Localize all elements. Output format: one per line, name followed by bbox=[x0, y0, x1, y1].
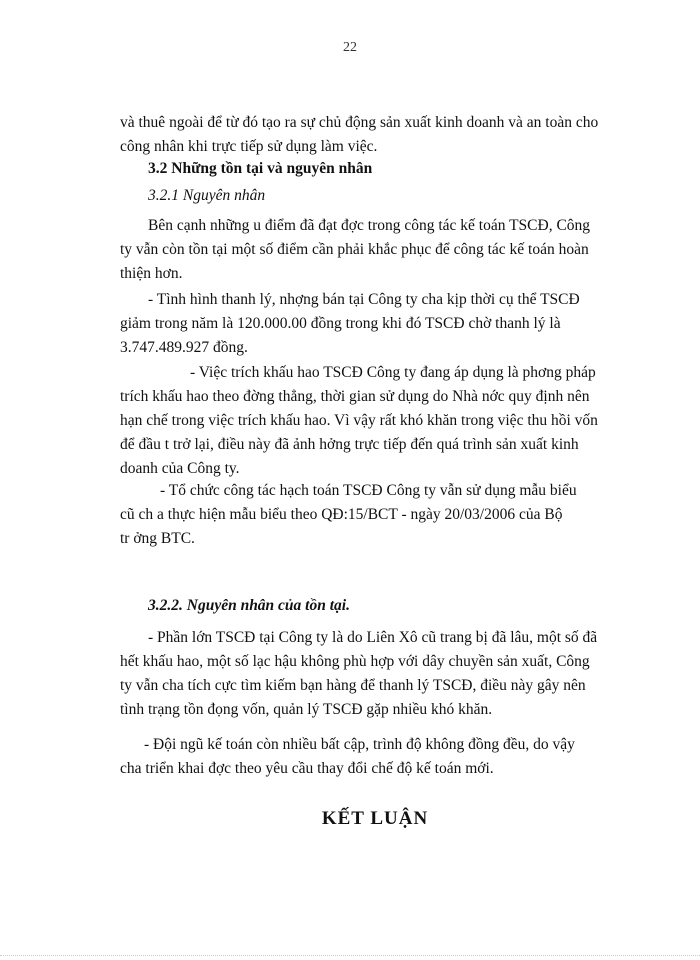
text-line: và thuê ngoài để từ đó tạo ra sự chủ động sản xuất kinh doanh và an toàn cho bbox=[120, 114, 599, 131]
paragraph-5 bbox=[120, 626, 632, 722]
text-line: giảm trong năm là 120.000.00 đồng trong khi đó TSCĐ chờ thanh lý là bbox=[120, 315, 561, 332]
text-line: để đầu t trở lại, điều này đã ảnh hởng trực tiếp đến quá trình sản xuất kinh bbox=[120, 436, 579, 453]
text-line: - Tổ chức công tác hạch toán TSCĐ Công ty vẫn sử dụng mẫu biểu bbox=[160, 482, 577, 499]
text-line: trích khấu hao theo đờng thẳng, thời gian sử dụng do Nhà nớc quy định nên bbox=[120, 388, 590, 405]
paragraph-1 bbox=[120, 214, 632, 286]
text-line: thiện hơn. bbox=[120, 265, 183, 282]
section-heading-3-2-2: 3.2.2. Nguyên nhân của tồn tại. bbox=[148, 597, 350, 614]
paragraph-2 bbox=[120, 288, 632, 360]
intro-paragraph bbox=[120, 111, 632, 159]
text-line: - Tình hình thanh lý, nhợng bán tại Công ty cha kịp thời cụ thể TSCĐ bbox=[148, 291, 580, 308]
text-line: ty vẫn còn tồn tại một số điểm cần phải khắc phục để công tác kế toán hoàn bbox=[120, 241, 589, 258]
paragraph-4 bbox=[120, 479, 632, 551]
text-line: tr ởng BTC. bbox=[120, 530, 195, 547]
text-line: hết khấu hao, một số lạc hậu không phù hợp với dây chuyền sản xuất, Công bbox=[120, 653, 590, 670]
text-line: doanh của Công ty. bbox=[120, 460, 240, 477]
text-line: 3.747.489.927 đồng. bbox=[120, 339, 248, 356]
text-line: Bên cạnh những u điểm đã đạt đợc trong công tác kế toán TSCĐ, Công bbox=[148, 217, 591, 234]
section-heading-3-2-1: 3.2.1 Nguyên nhân bbox=[148, 187, 266, 204]
text-line: hạn chế trong việc trích khấu hao. Vì vậy rất khó khăn trong việc thu hồi vốn bbox=[120, 412, 598, 429]
conclusion-heading: KẾT LUẬN bbox=[321, 808, 429, 829]
section-heading-3-2: 3.2 Những tồn tại và nguyên nhân bbox=[148, 160, 373, 177]
text-line: - Đội ngũ kế toán còn nhiều bất cập, trình độ không đồng đều, do vậy bbox=[144, 736, 575, 753]
page-bottom-divider bbox=[0, 955, 700, 956]
page-number: 22 bbox=[343, 40, 357, 55]
paragraph-3 bbox=[120, 361, 632, 481]
text-line: - Việc trích khấu hao TSCĐ Công ty đang áp dụng là phơng pháp bbox=[190, 364, 596, 381]
text-line: ty vẫn cha tích cực tìm kiếm bạn hàng để thanh lý TSCĐ, điều này gây nên bbox=[120, 677, 586, 694]
text-line: cũ ch a thực hiện mẫu biểu theo QĐ:15/BCT - ngày 20/03/2006 của Bộ bbox=[120, 506, 563, 523]
text-line: cha triển khai đợc theo yêu cầu thay đổi chế độ kế toán mới. bbox=[120, 760, 494, 777]
text-line: tình trạng tồn đọng vốn, quản lý TSCĐ gặp nhiều khó khăn. bbox=[120, 701, 493, 718]
text-line: công nhân khi trực tiếp sử dụng làm việc. bbox=[120, 138, 378, 155]
text-line: - Phần lớn TSCĐ tại Công ty là do Liên Xô cũ trang bị đã lâu, một số đã bbox=[148, 629, 598, 646]
paragraph-6 bbox=[120, 733, 632, 781]
